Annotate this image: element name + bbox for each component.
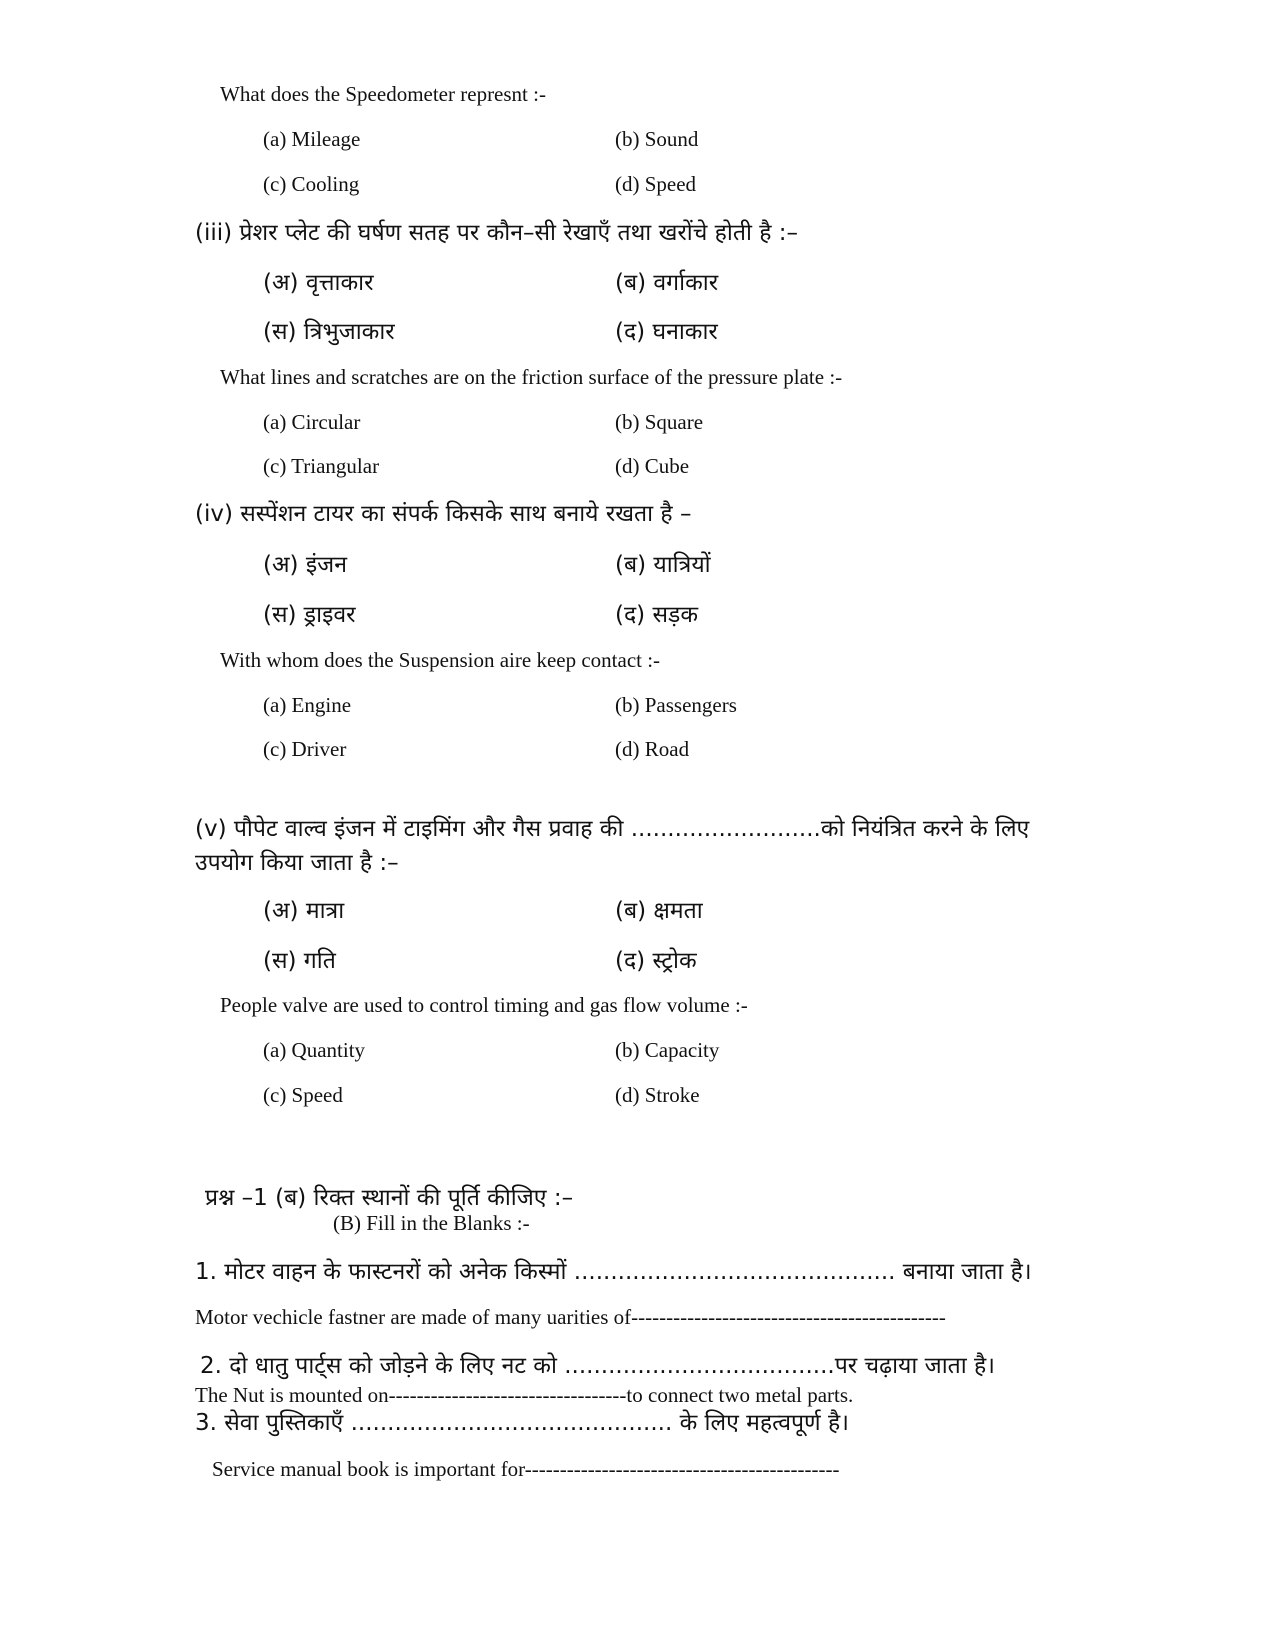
blank-2-hindi: 2. दो धातु पार्ट्स को जोड़ने के लिए नट को .....................................पर चढ़ाया जाता है। [200, 1353, 995, 1379]
option-b: (b) Sound [615, 127, 699, 151]
section-heading-english: (B) Fill in the Blanks :- [333, 1211, 530, 1235]
option-c-hindi: (स) ड्राइवर [263, 602, 356, 628]
option-d-hindi: (द) सड़क [615, 602, 698, 628]
option-c: (c) Driver [263, 737, 347, 761]
option-c-hindi: (स) त्रिभुजाकार [263, 319, 395, 345]
option-a: (a) Quantity [263, 1038, 366, 1062]
question-4-english-text: With whom does the Suspension aire keep contact :- [220, 648, 661, 672]
question-3-hindi-text: (iii) प्रेशर प्लेट की घर्षण सतह पर कौन–सी रेखाएँ तथा खरोंचे होती है :– [195, 220, 798, 246]
option-a-hindi: (अ) मात्रा [263, 898, 345, 924]
option-d: (d) Road [615, 737, 690, 761]
option-c: (c) Speed [263, 1083, 343, 1107]
question-5-hindi-text-line-2: उपयोग किया जाता है :– [195, 850, 399, 876]
option-a: (a) Mileage [263, 127, 361, 151]
option-a-hindi: (अ) वृत्ताकार [263, 270, 374, 296]
option-d: (d) Cube [615, 454, 690, 478]
option-a: (a) Circular [263, 410, 361, 434]
option-c-hindi: (स) गति [263, 948, 336, 974]
question-5-english-text: People valve are used to control timing and gas flow volume :- [220, 993, 748, 1017]
option-b-hindi: (ब) यात्रियों [615, 552, 711, 578]
blank-3-english: Service manual book is important for--------------------------------------------- [212, 1457, 840, 1481]
option-b: (b) Square [615, 410, 704, 434]
blank-2-english: The Nut is mounted on----------------------------------to connect two metal parts. [195, 1383, 854, 1407]
question-4-hindi-text: (iv) सस्पेंशन टायर का संपर्क किसके साथ बनाये रखता है – [195, 501, 692, 527]
option-b-hindi: (ब) वर्गाकार [615, 270, 719, 296]
blank-3-hindi: 3. सेवा पुस्तिकाएँ ............................................ के लिए महत्वपूर्ण है। [195, 1410, 849, 1436]
option-a-hindi: (अ) इंजन [263, 552, 347, 578]
option-b: (b) Capacity [615, 1038, 720, 1062]
option-d: (d) Speed [615, 172, 697, 196]
option-d-hindi: (द) घनाकार [615, 319, 718, 345]
question-2-english-text: What does the Speedometer represnt :- [220, 82, 546, 106]
blank-1-english: Motor vechicle fastner are made of many uarities of--------------------------------------------- [195, 1305, 946, 1329]
question-3-english-text: What lines and scratches are on the friction surface of the pressure plate :- [220, 365, 843, 389]
question-5-hindi-text-line-1: (v) पौपेट वाल्व इंजन में टाइमिंग और गैस प्रवाह की ..........................को नियंत्रित करने के लिए [195, 816, 1030, 842]
option-c: (c) Cooling [263, 172, 360, 196]
option-c: (c) Triangular [263, 454, 380, 478]
section-heading-hindi: प्रश्न –1 (ब) रिक्त स्थानों की पूर्ति कीजिए :– [205, 1185, 574, 1211]
option-d: (d) Stroke [615, 1083, 700, 1107]
option-b-hindi: (ब) क्षमता [615, 898, 703, 924]
option-d-hindi: (द) स्ट्रोक [615, 948, 697, 974]
option-b: (b) Passengers [615, 693, 737, 717]
option-a: (a) Engine [263, 693, 352, 717]
blank-1-hindi: 1. मोटर वाहन के फास्टनरों को अनेक किस्मों ............................................ बनाया जाता है। [195, 1259, 1032, 1285]
